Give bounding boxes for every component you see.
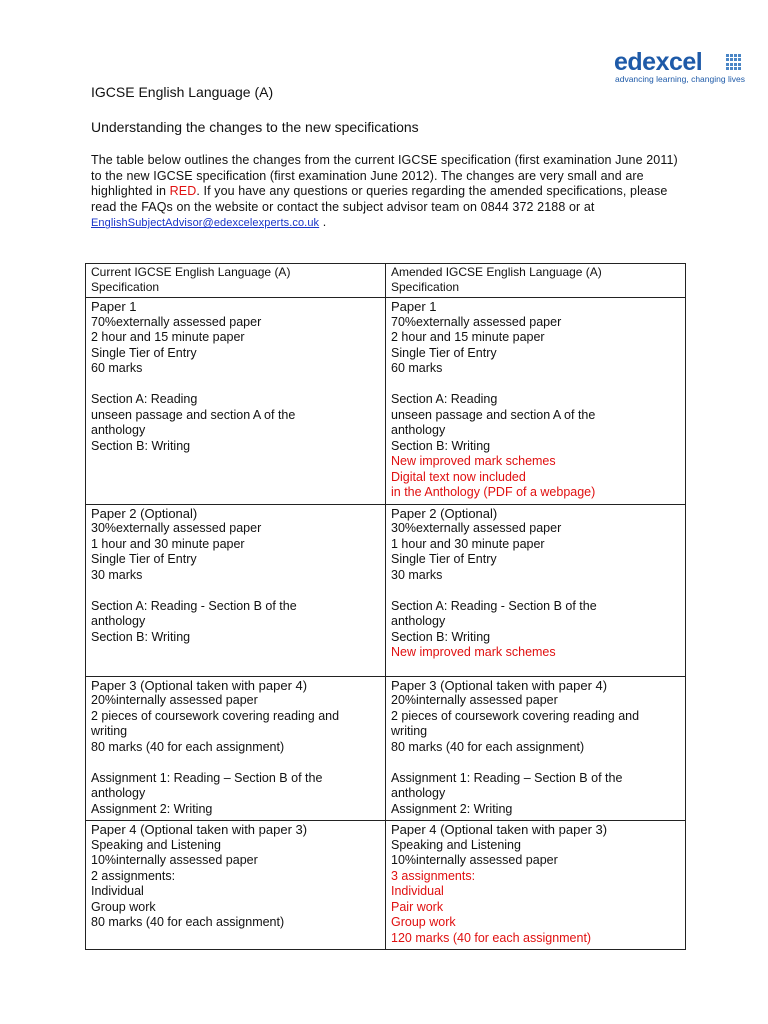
header-amended-line: Amended IGCSE English Language (A) bbox=[391, 265, 602, 279]
spec-line: 2 hour and 15 minute paper bbox=[391, 330, 545, 344]
amended-spec-cell bbox=[386, 504, 686, 676]
spec-line: 2 assignments: bbox=[91, 868, 176, 883]
intro-paragraph bbox=[91, 153, 691, 232]
spec-line: 70%externally assessed paper bbox=[391, 314, 562, 329]
paper-title: Paper 2 (Optional) bbox=[91, 505, 198, 521]
spec-line: 30 marks bbox=[91, 567, 143, 582]
header-amended bbox=[386, 264, 686, 298]
spec-line: anthology bbox=[391, 423, 446, 437]
spec-line: 20%internally assessed paper bbox=[91, 693, 258, 707]
spec-line: Assignment 1: Reading – Section B of the bbox=[391, 770, 623, 785]
spec-line: 60 marks bbox=[391, 361, 443, 375]
spec-line: anthology bbox=[91, 614, 146, 628]
changed-spec-line: Digital text now included bbox=[391, 469, 526, 484]
intro-text-continued: . If you have any questions or queries regarding the amended specifications, please read the FAQs on the website or contact the subject advisor team on 0844 372 2188 or at bbox=[91, 184, 668, 214]
header-current-line: Specification bbox=[91, 279, 160, 294]
changed-spec-line: 120 marks (40 for each assignment) bbox=[391, 930, 592, 945]
spec-line: 80 marks (40 for each assignment) bbox=[91, 739, 285, 754]
spacer bbox=[391, 755, 680, 771]
paper-title: Paper 2 (Optional) bbox=[391, 505, 498, 521]
document-subtitle: Understanding the changes to the new specifications bbox=[91, 119, 419, 135]
changed-spec-line: Group work bbox=[391, 915, 456, 929]
logo-grid-icon bbox=[726, 54, 742, 70]
changed-spec-line: Individual bbox=[391, 884, 444, 898]
amended-spec-cell bbox=[386, 298, 686, 505]
spec-line: 30%externally assessed paper bbox=[391, 521, 562, 535]
spec-line: 30 marks bbox=[391, 567, 443, 582]
spec-line: 60 marks bbox=[91, 361, 143, 375]
table-row bbox=[86, 504, 686, 676]
spec-line: Individual bbox=[91, 884, 144, 898]
spec-line: 30%externally assessed paper bbox=[91, 521, 262, 535]
table-body bbox=[86, 298, 686, 950]
current-spec-cell bbox=[86, 821, 386, 950]
spec-line: Assignment 2: Writing bbox=[391, 801, 513, 816]
spacer bbox=[91, 583, 380, 599]
spec-line: Section A: Reading bbox=[91, 392, 198, 406]
paper-title: Paper 1 bbox=[391, 299, 437, 314]
spec-line: Single Tier of Entry bbox=[391, 552, 497, 566]
spec-line: 80 marks (40 for each assignment) bbox=[391, 739, 585, 754]
current-spec-cell bbox=[86, 504, 386, 676]
spec-line: writing bbox=[91, 724, 128, 738]
header-current-line: Current IGCSE English Language (A) bbox=[91, 265, 291, 279]
spec-line: Assignment 2: Writing bbox=[91, 801, 213, 816]
spec-line: unseen passage and section A of the bbox=[391, 407, 596, 422]
spec-line: Section B: Writing bbox=[91, 629, 191, 644]
paper-title: Paper 1 bbox=[91, 299, 137, 314]
header-amended-line: Specification bbox=[391, 279, 460, 294]
spec-line: 1 hour and 30 minute paper bbox=[91, 536, 245, 551]
spec-line: writing bbox=[391, 724, 428, 738]
spec-line: 1 hour and 30 minute paper bbox=[391, 536, 545, 551]
spec-line: anthology bbox=[391, 786, 446, 800]
spec-line: 80 marks (40 for each assignment) bbox=[91, 915, 285, 929]
spec-line: Section B: Writing bbox=[91, 438, 191, 453]
spec-line: Section A: Reading - Section B of the bbox=[91, 598, 297, 613]
advisor-email-link[interactable]: EnglishSubjectAdvisor@edexcelexperts.co.uk bbox=[91, 217, 320, 230]
spec-line: 2 pieces of coursework covering reading and bbox=[391, 708, 640, 723]
changed-spec-line: 3 assignments: bbox=[391, 868, 476, 883]
paper-title: Paper 4 (Optional taken with paper 3) bbox=[91, 822, 308, 837]
intro-text-end: . bbox=[319, 215, 327, 230]
spacer bbox=[91, 377, 380, 393]
table-header-row bbox=[86, 264, 686, 298]
table-row bbox=[86, 298, 686, 505]
spec-line: Speaking and Listening bbox=[391, 837, 521, 852]
spec-line: Single Tier of Entry bbox=[391, 345, 497, 360]
spec-line: Section A: Reading bbox=[391, 392, 498, 406]
red-highlight-word: RED bbox=[169, 184, 197, 199]
current-spec-cell bbox=[86, 676, 386, 821]
changed-spec-line: New improved mark schemes bbox=[391, 454, 556, 468]
spec-line: anthology bbox=[91, 786, 146, 800]
spacer bbox=[391, 583, 680, 599]
paper-title: Paper 3 (Optional taken with paper 4) bbox=[391, 677, 608, 693]
spec-line: Assignment 1: Reading – Section B of the bbox=[91, 770, 323, 785]
spec-line: anthology bbox=[391, 614, 446, 628]
spec-line: Single Tier of Entry bbox=[91, 345, 197, 360]
spec-line: unseen passage and section A of the bbox=[91, 407, 296, 422]
current-spec-cell bbox=[86, 298, 386, 505]
changed-spec-line: in the Anthology (PDF of a webpage) bbox=[391, 485, 596, 499]
spec-line: 2 pieces of coursework covering reading and bbox=[91, 708, 340, 723]
amended-spec-cell bbox=[386, 821, 686, 950]
spec-line: 2 hour and 15 minute paper bbox=[91, 330, 245, 344]
paper-title: Paper 3 (Optional taken with paper 4) bbox=[91, 677, 308, 693]
spec-line: Section B: Writing bbox=[391, 438, 491, 453]
paper-title: Paper 4 (Optional taken with paper 3) bbox=[391, 822, 608, 837]
spacer bbox=[391, 377, 680, 393]
amended-spec-cell bbox=[386, 676, 686, 821]
edexcel-logo bbox=[612, 48, 745, 84]
document-title: IGCSE English Language (A) bbox=[91, 84, 274, 100]
changed-spec-line: Pair work bbox=[391, 899, 444, 914]
spec-line: 10%internally assessed paper bbox=[91, 853, 258, 867]
spec-line: Section A: Reading - Section B of the bbox=[391, 598, 597, 613]
specification-comparison-table bbox=[85, 263, 686, 950]
spec-line: 20%internally assessed paper bbox=[391, 693, 558, 707]
spec-line: Group work bbox=[91, 899, 156, 914]
logo-wordmark: edexcel bbox=[614, 48, 703, 76]
table-row bbox=[86, 676, 686, 821]
logo-tagline: advancing learning, changing lives bbox=[615, 74, 745, 84]
spacer bbox=[91, 755, 380, 771]
header-current bbox=[86, 264, 386, 298]
spec-line: Speaking and Listening bbox=[91, 837, 221, 852]
changed-spec-line: New improved mark schemes bbox=[391, 645, 556, 659]
spec-line: Single Tier of Entry bbox=[91, 552, 197, 566]
table-row bbox=[86, 821, 686, 950]
spec-line: 70%externally assessed paper bbox=[91, 314, 262, 329]
spec-line: Section B: Writing bbox=[391, 629, 491, 644]
spec-line: anthology bbox=[91, 423, 146, 437]
spec-line: 10%internally assessed paper bbox=[391, 853, 558, 867]
intro-text: The table below outlines the changes from the current IGCSE specification (first examination June 2011) to the new IGCSE specification (first examination June 2012). The changes are very small and are highlighted in bbox=[91, 153, 678, 199]
